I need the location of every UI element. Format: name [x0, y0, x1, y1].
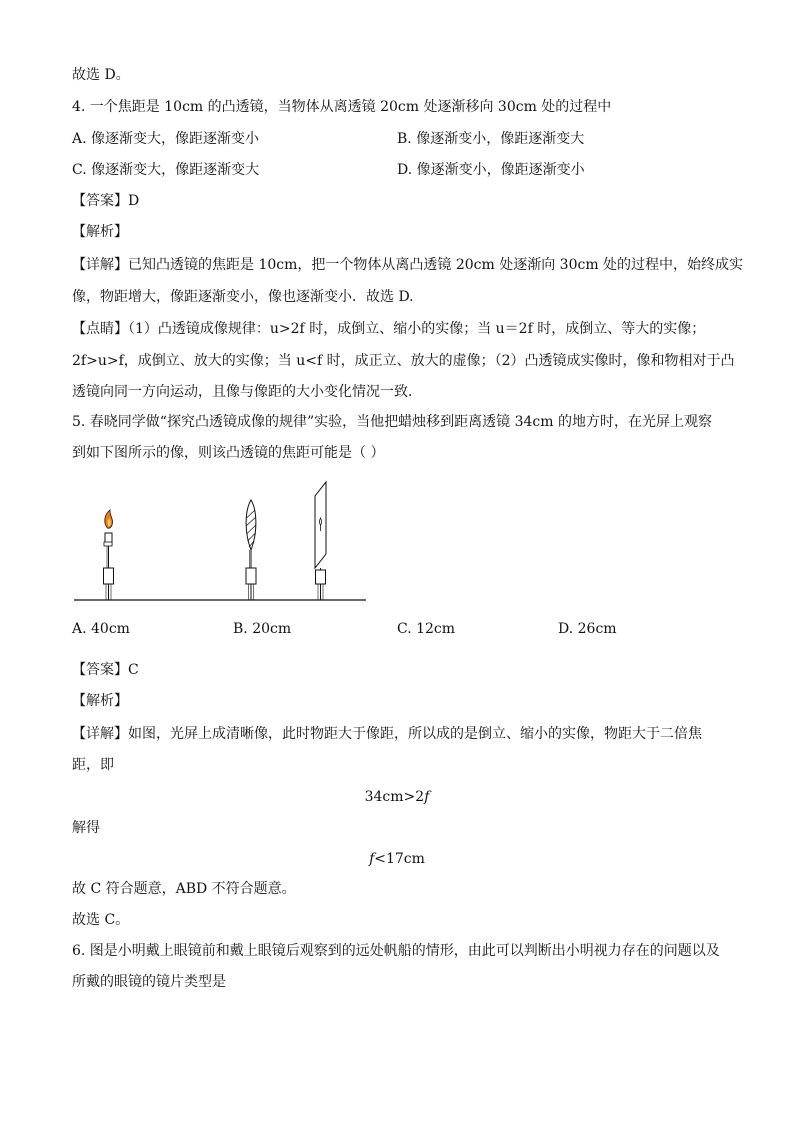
- equation-1: [0, 788, 794, 806]
- equation-1-variable: f: [424, 789, 430, 805]
- q4-detail-line-1: [72, 256, 743, 274]
- q4-stem: 4. 一个焦距是 10cm 的凸透镜，当物体从离透镜 20cm 处逐渐移向 30cm 处的过程中: [72, 99, 612, 115]
- q5-answer: C: [128, 662, 139, 678]
- q5-detail-text-1: 如图，光屏上成清晰像，此时物距大于像距，所以成的是倒立、缩小的实像，物距大于二倍焦: [128, 726, 702, 742]
- q5-answer-line: [72, 661, 139, 679]
- detail-tag: 【详解】: [72, 257, 128, 273]
- lens-icon: [246, 500, 256, 600]
- point-tag: 【点睛】: [72, 321, 128, 337]
- q5-conclusion: 故 C 符合题意，ABD 不符合题意。: [72, 881, 296, 897]
- q5-final: 故选 C。: [72, 912, 130, 928]
- equation-2-variable: f: [369, 851, 375, 867]
- q4-analysis-tag: 【解析】: [72, 224, 128, 240]
- optical-bench-figure: [72, 478, 372, 606]
- q5-detail-line-2: 距，即: [72, 757, 114, 773]
- screen-icon: [315, 482, 326, 600]
- q5-option-a: A. 40cm: [72, 621, 130, 637]
- previous-answer-line: 故选 D。: [72, 67, 130, 83]
- q5-stem-line-1: 5. 春晓同学做“探究凸透镜成像的规律”实验，当他把蜡烛移到距离透镜 34cm 的地方时，在光屏上观察: [72, 414, 712, 430]
- q4-option-a: A. 像逐渐变大，像距逐渐变小: [72, 131, 260, 147]
- q4-option-d: D. 像逐渐变小，像距逐渐变小: [397, 162, 585, 178]
- q4-option-c: C. 像逐渐变大，像距逐渐变大: [72, 162, 260, 178]
- equation-1-left: 34cm>2: [364, 789, 425, 805]
- q5-option-b: B. 20cm: [233, 621, 292, 637]
- q5-detail-line-1: [72, 725, 702, 743]
- equation-2: [0, 850, 794, 868]
- q6-stem-line-2: 所戴的眼镜的镜片类型是: [72, 974, 226, 990]
- q5-solve-label: 解得: [72, 820, 100, 836]
- detail-tag: 【详解】: [72, 726, 128, 742]
- q4-detail-line-2: 像，物距增大，像距逐渐变小，像也逐渐变小．故选 D.: [72, 289, 414, 305]
- q4-point-text-1: （1）凸透镜成像规律：u>2f 时，成倒立、缩小的实像；当 u＝2f 时，成倒立、等大的实像；: [128, 321, 706, 337]
- q6-stem-line-1: 6. 图是小明戴上眼镜前和戴上眼镜后观察到的远处帆船的情形，由此可以判断出小明视力存在的问题以及: [72, 943, 720, 959]
- equation-2-right: <17cm: [374, 851, 425, 867]
- q4-point-line-1: [72, 320, 705, 338]
- answer-tag: 【答案】: [72, 193, 128, 209]
- q5-analysis-tag: 【解析】: [72, 693, 128, 709]
- q5-option-d: D. 26cm: [558, 621, 617, 637]
- candle-icon: [104, 510, 114, 600]
- answer-tag: 【答案】: [72, 662, 128, 678]
- q4-answer-line: [72, 192, 139, 210]
- q4-point-line-2: 2f>u>f，成倒立、放大的实像；当 u<f 时，成正立、放大的虚像；（2）凸透镜成实像时，像和物相对于凸: [72, 353, 735, 369]
- q5-option-c: C. 12cm: [397, 621, 456, 637]
- q4-point-line-3: 透镜向同一方向运动，且像与像距的大小变化情况一致．: [72, 384, 422, 400]
- q5-stem-line-2: 到如下图所示的像，则该凸透镜的焦距可能是（ ）: [72, 445, 385, 461]
- q4-detail-text-1: 已知凸透镜的焦距是 10cm，把一个物体从离凸透镜 20cm 处逐渐向 30cm 处的过程中，始终成实: [128, 257, 744, 273]
- q4-option-b: B. 像逐渐变小，像距逐渐变大: [397, 131, 585, 147]
- q4-answer: D: [128, 193, 140, 209]
